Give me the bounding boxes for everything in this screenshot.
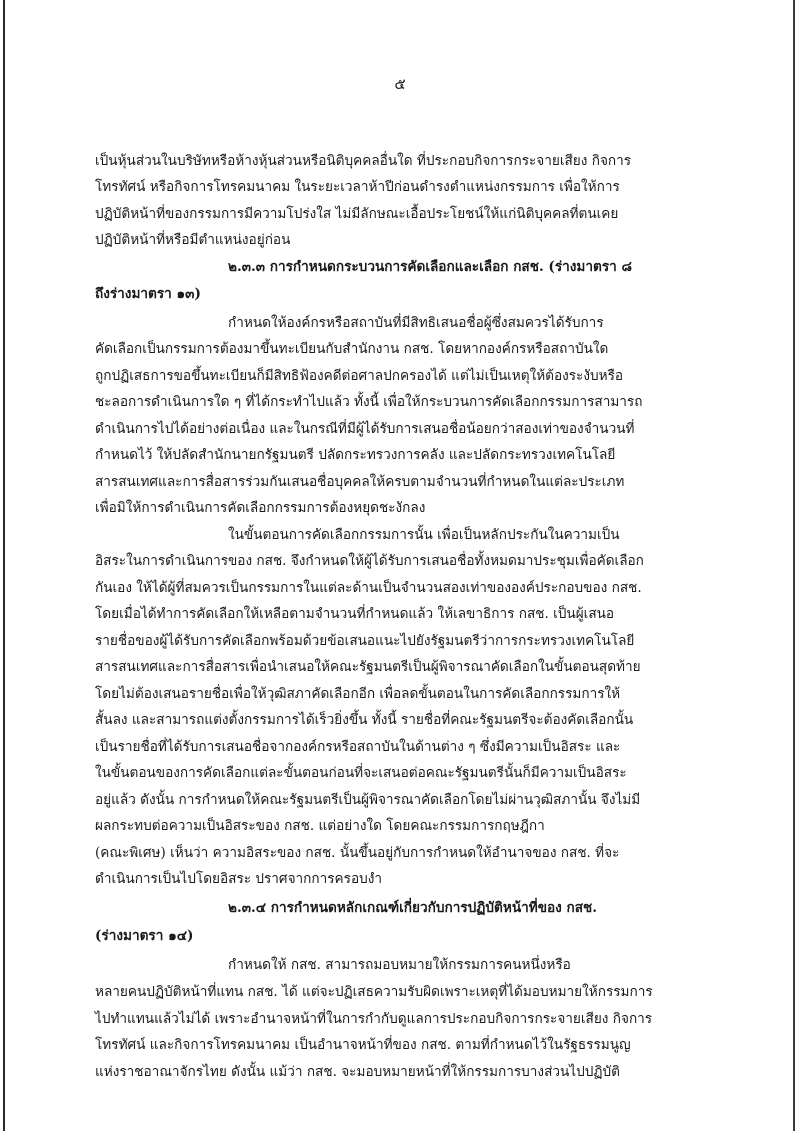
text-line: ปฏิบัติหน้าที่ของกรรมการมีความโปร่งใส ไม่มีลักษณะเอื้อประโยชน์ให้แก่นิติบุคคลที่ตนเคย [95,206,619,222]
text-line: หลายคนปฏิบัติหน้าที่แทน กสช. ได้ แต่จะปฏิเสธความรับผิดเพราะเหตุที่ได้มอบหมายให้กรรมการ [95,984,653,1000]
text-line: สารสนเทศและการสื่อสารร่วมกันเสนอชื่อบุคคลให้ครบตามจำนวนที่กำหนดในแต่ละประเภท [95,474,625,490]
section-heading-2-3-3-cont: ถึงร่างมาตรา ๑๓) [95,286,201,302]
text-line: โทรทัศน์ หรือกิจการโทรคมนาคม ในระยะเวลาห้าปีก่อนดำรงตำแหน่งกรรมการ เพื่อให้การ [95,179,620,195]
text-line: อยู่แล้ว ดังนั้น การกำหนดให้คณะรัฐมนตรีเป็นผู้พิจารณาคัดเลือกโดยไม่ผ่านวุฒิสภานั้น จึงไม่มี [95,792,641,808]
section-heading-2-3-3: ๒.๓.๓ การกำหนดกระบวนการคัดเลือกและเลือก กสช. (ร่างมาตรา ๘ [228,259,632,275]
text-line: โทรทัศน์ และกิจการโทรคมนาคม เป็นอำนาจหน้าที่ของ กสช. ตามที่กำหนดไว้ในรัฐธรรมนูญ [95,1037,631,1053]
text-line: ถูกปฏิเสธการขอขึ้นทะเบียนก็มีสิทธิฟ้องคดีต่อศาลปกครองได้ แต่ไม่เป็นเหตุให้ต้องระงับหรือ [95,368,624,384]
text-line: (คณะพิเศษ) เห็นว่า ความอิสระของ กสช. นั้นขึ้นอยู่กับการกำหนดให้อำนาจของ กสช. ที่จะ [95,845,620,861]
page-number: ๕ [394,75,406,93]
section-heading-2-3-4-cont: (ร่างมาตรา ๑๔) [95,928,194,944]
text-line: กันเอง ให้ได้ผู้ที่สมควรเป็นกรรมการในแต่ละด้านเป็นจำนวนสองเท่าขององค์ประกอบของ กสช. [95,580,642,596]
text-line: เป็นหุ้นส่วนในบริษัทหรือห้างหุ้นส่วนหรือนิติบุคคลอื่นใด ที่ประกอบกิจการกระจายเสียง กิจการ [95,153,632,169]
text-line: กำหนดไว้ ให้ปลัดสำนักนายกรัฐมนตรี ปลัดกระทรวงการคลัง และปลัดกระทรวงเทคโนโลยี [95,447,616,463]
paragraph-start: ในขั้นตอนการคัดเลือกกรรมการนั้น เพื่อเป็นหลักประกันในความเป็น [228,527,620,543]
text-line: อิสระในการดำเนินการของ กสช. จึงกำหนดให้ผู้ได้รับการเสนอชื่อทั้งหมดมาประชุมเพื่อคัดเลือก [95,553,644,569]
text-line: สารสนเทศและการสื่อสารเพื่อนำเสนอให้คณะรัฐมนตรีเป็นผู้พิจารณาคัดเลือกในขั้นตอนสุดท้าย [95,659,641,675]
text-line: โดยเมื่อได้ทำการคัดเลือกให้เหลือตามจำนวนที่กำหนดแล้ว ให้เลขาธิการ กสช. เป็นผู้เสนอ [95,606,615,622]
text-line: แห่งราชอาณาจักรไทย ดังนั้น แม้ว่า กสช. จะมอบหมายหน้าที่ให้กรรมการบางส่วนไปปฏิบัติ [95,1064,620,1080]
text-line: ในขั้นตอนของการคัดเลือกแต่ละขั้นตอนก่อนที่จะเสนอต่อคณะรัฐมนตรีนั้นก็มีความเป็นอิสระ [95,765,627,781]
text-line: รายชื่อของผู้ได้รับการคัดเลือกพร้อมด้วยข้อเสนอแนะไปยังรัฐมนตรีว่าการกระทรวงเทคโนโลยี [95,633,635,649]
text-line: ดำเนินการเป็นไปโดยอิสระ ปราศจากการครอบงำ [95,871,383,887]
section-heading-2-3-4: ๒.๓.๔ การกำหนดหลักเกณฑ์เกี่ยวกับการปฏิบัติหน้าที่ของ กสช. [228,900,598,916]
paragraph-start: กำหนดให้ กสช. สามารถมอบหมายให้กรรมการคนหนึ่งหรือ [228,957,571,973]
scan-edge-right [793,0,795,1131]
text-line: คัดเลือกเป็นกรรมการต้องมาขึ้นทะเบียนกับสำนักงาน กสช. โดยหากองค์กรหรือสถาบันใด [95,341,609,357]
text-line: ดำเนินการไปได้อย่างต่อเนื่อง และในกรณีที่มีผู้ได้รับการเสนอชื่อน้อยกว่าสองเท่าของจำนวนที่ [95,421,635,437]
text-line: โดยไม่ต้องเสนอรายชื่อเพื่อให้วุฒิสภาคัดเลือกอีก เพื่อลดขั้นตอนในการคัดเลือกกรรมการให้ [95,686,621,702]
text-line: ผลกระทบต่อความเป็นอิสระของ กสช. แต่อย่างใด โดยคณะกรรมการกฤษฎีกา [95,818,545,834]
text-line: สั้นลง และสามารถแต่งตั้งกรรมการได้เร็วยิ่งขึ้น ทั้งนี้ รายชื่อที่คณะรัฐมนตรีจะต้องคัดเลือกนั้น [95,712,634,728]
text-line: ชะลอการดำเนินการใด ๆ ที่ได้กระทำไปแล้ว ทั้งนี้ เพื่อให้กระบวนการคัดเลือกกรรมการสามารถ [95,394,643,410]
scan-edge-left [3,0,5,1131]
text-line: เป็นรายชื่อที่ได้รับการเสนอชื่อจากองค์กรหรือสถาบันในด้านต่าง ๆ ซึ่งมีความเป็นอิสระ และ [95,739,621,755]
text-line: ปฏิบัติหน้าที่หรือมีตำแหน่งอยู่ก่อน [95,232,291,248]
paragraph-start: กำหนดให้องค์กรหรือสถาบันที่มีสิทธิเสนอชื่อผู้ซึ่งสมควรได้รับการ [228,315,604,331]
text-line: ไปทำแทนแล้วไม่ได้ เพราะอำนาจหน้าที่ในการกำกับดูแลการประกอบกิจการกระจายเสียง กิจการ [95,1011,653,1027]
text-line: เพื่อมิให้การดำเนินการคัดเลือกกรรมการต้องหยุดชะงักลง [95,500,426,516]
